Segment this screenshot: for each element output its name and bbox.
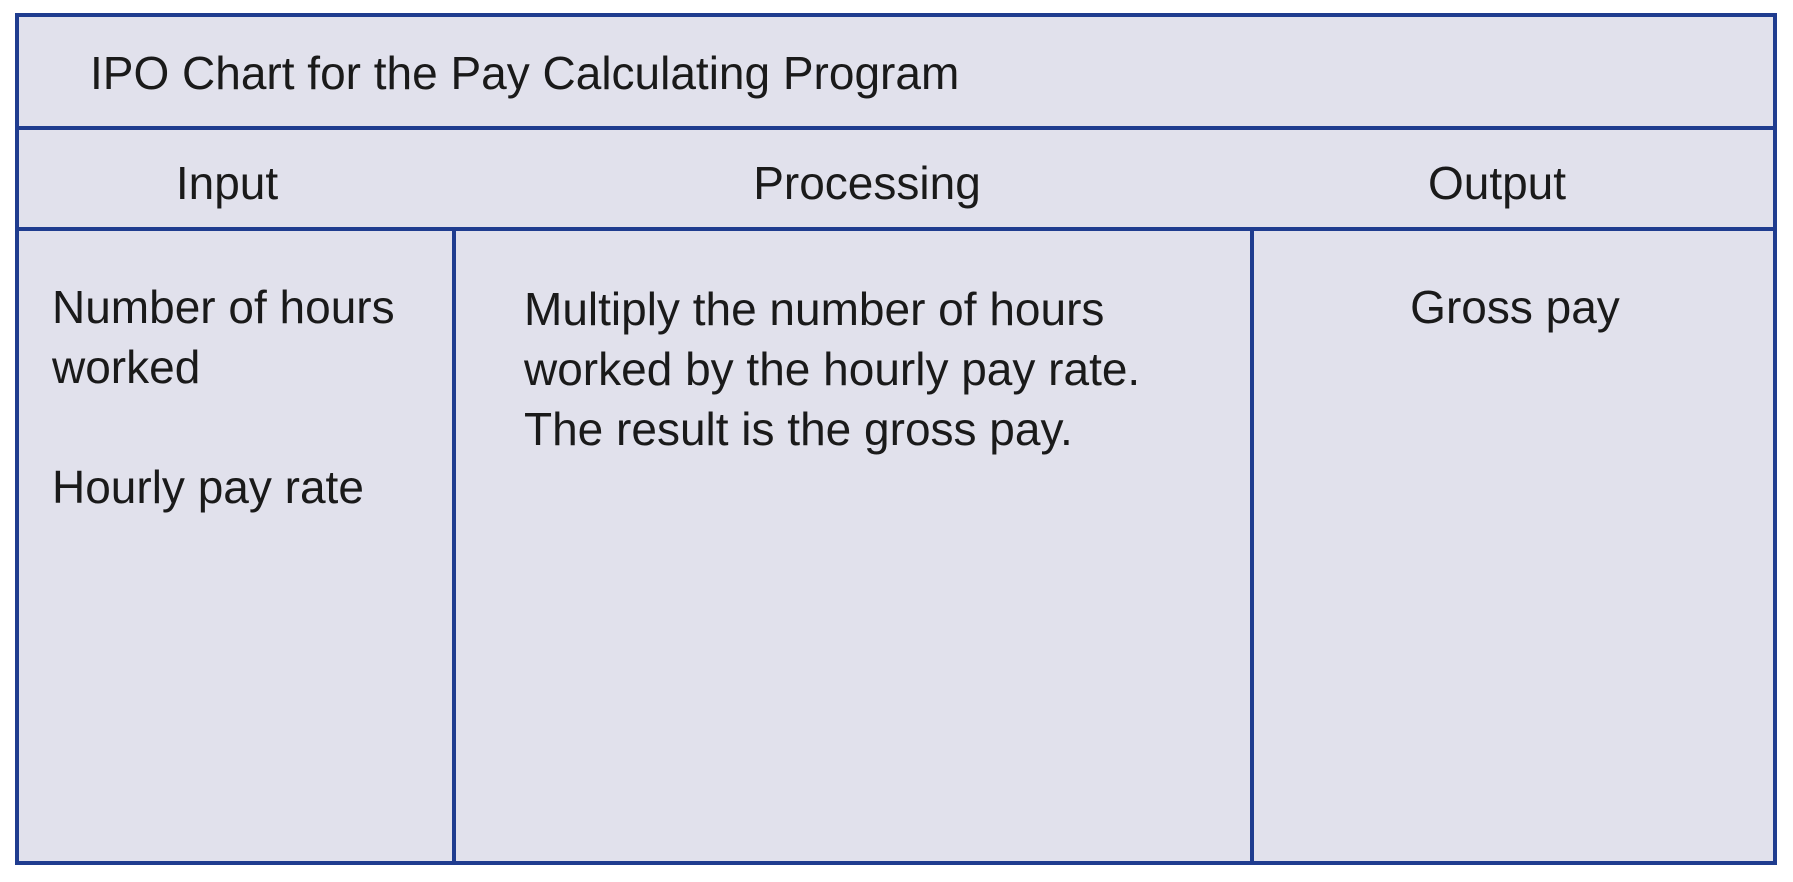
input-column-header: Input xyxy=(175,157,279,209)
body-row xyxy=(19,231,1773,861)
header-row xyxy=(19,130,1773,231)
output-column-header: Output xyxy=(1427,157,1567,209)
title-row xyxy=(19,17,1773,130)
output-text: Gross pay xyxy=(1410,281,1620,333)
processing-text: Multiply the number of hours worked by the hourly pay rate. The result is the gross pay. xyxy=(524,283,1141,455)
input-item-rate: Hourly pay rate xyxy=(52,461,364,513)
ipo-chart xyxy=(15,13,1777,865)
column-divider-input-processing xyxy=(452,231,456,861)
input-item-hours: Number of hours worked xyxy=(52,281,395,393)
processing-column-header: Processing xyxy=(753,157,981,209)
chart-title: IPO Chart for the Pay Calculating Program xyxy=(90,47,960,99)
column-divider-processing-output xyxy=(1250,231,1254,861)
